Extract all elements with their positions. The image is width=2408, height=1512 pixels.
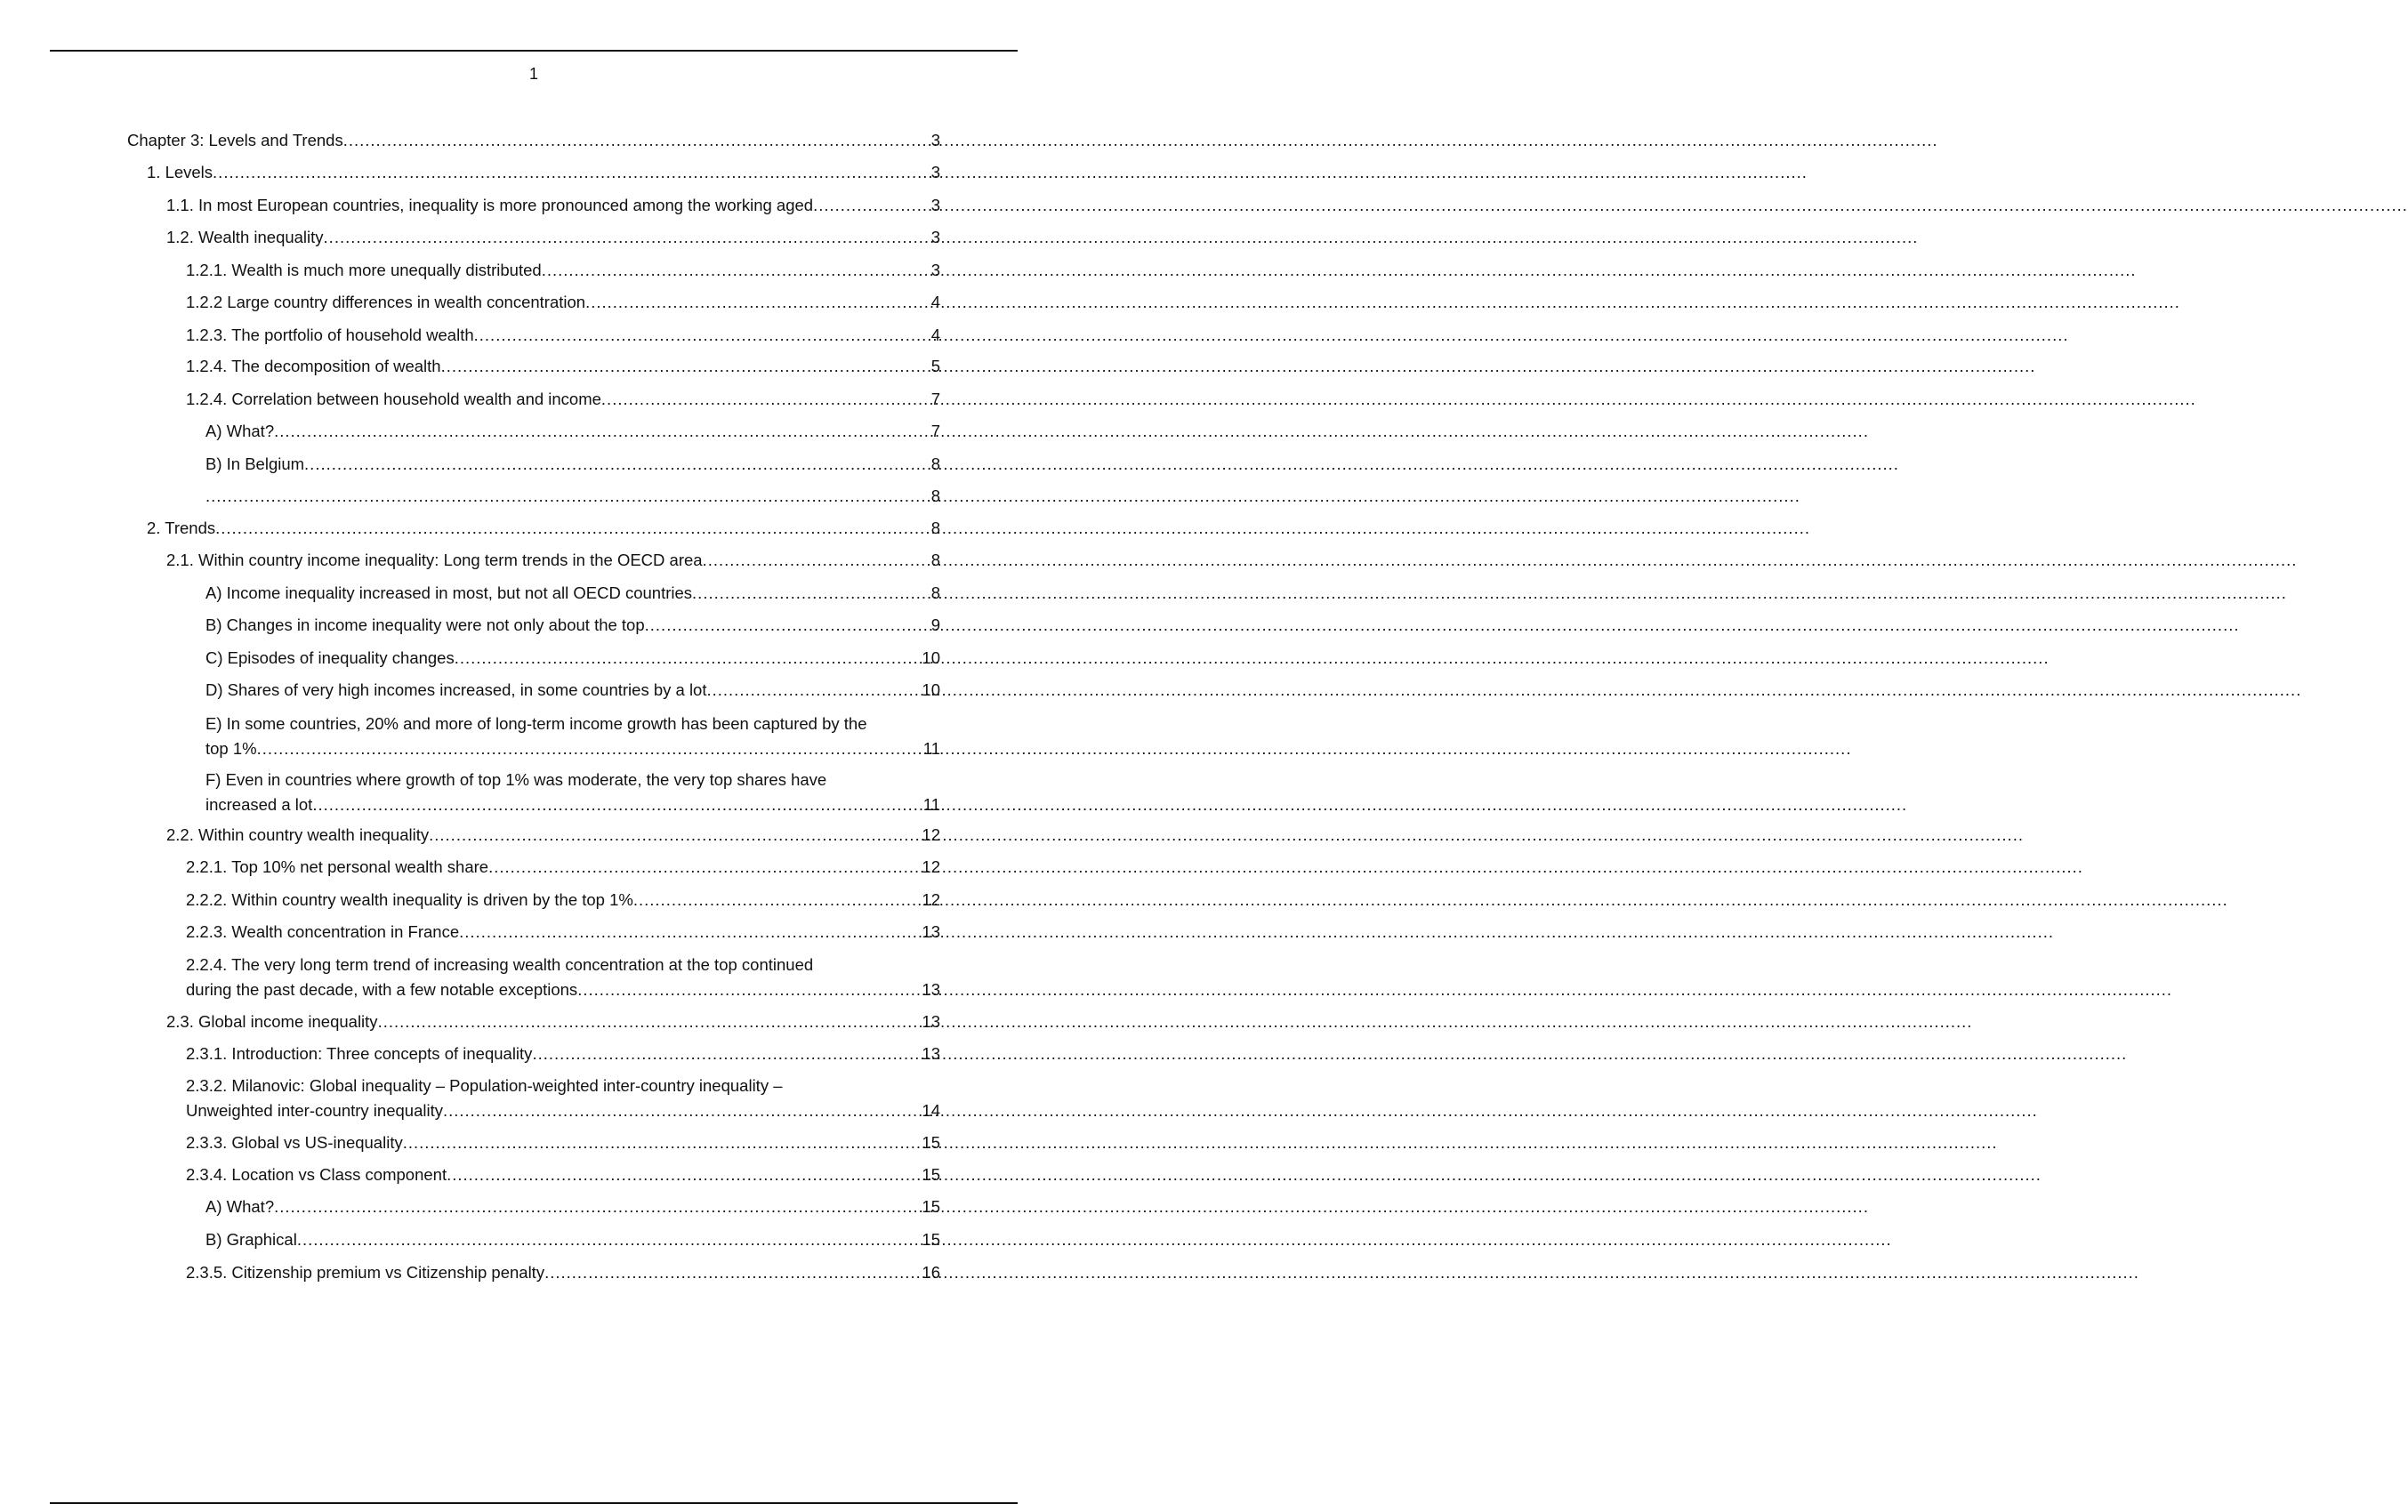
- dot-leader: [324, 225, 931, 250]
- toc-entry[interactable]: [205, 678, 940, 703]
- dot-leader: [205, 484, 931, 509]
- toc-entry-label: 1.2.1. Wealth is much more unequally distributed: [186, 261, 542, 279]
- dot-leader: [544, 1260, 922, 1285]
- toc-entry[interactable]: [147, 516, 940, 541]
- dot-leader: [706, 678, 922, 703]
- toc-entry[interactable]: [186, 258, 940, 283]
- toc-entry-label: 2.3. Global income inequality: [166, 1012, 378, 1031]
- toc-entry[interactable]: [205, 484, 940, 509]
- toc-entry[interactable]: [205, 646, 940, 671]
- toc-entry-label: 1.2.4. The decomposition of wealth: [186, 357, 441, 375]
- toc-entry-label: top 1%: [205, 739, 257, 758]
- toc-entry[interactable]: [127, 128, 940, 153]
- toc-entry-page: 3: [930, 228, 940, 246]
- toc-entry-page: 3: [930, 131, 940, 149]
- dot-leader: [312, 792, 922, 817]
- toc-entry-label: 1.2. Wealth inequality: [166, 228, 324, 246]
- dot-leader: [532, 1042, 922, 1066]
- dot-leader: [813, 193, 931, 218]
- toc-entry-label: B) In Belgium: [205, 454, 305, 473]
- toc-entry-label: 1.2.4. Correlation between household wealth and income: [186, 390, 601, 408]
- toc-entry[interactable]: [205, 452, 940, 477]
- toc-entry[interactable]: [205, 1194, 940, 1219]
- toc-entry-page: 15: [922, 1197, 940, 1216]
- toc-entry-label-line-1: 2.2.4. The very long term trend of increasing wealth concentration at the top continued: [186, 955, 814, 974]
- toc-entry-label: A) What?: [205, 1197, 275, 1216]
- toc-entry-page: 7: [930, 422, 940, 440]
- toc-entry-page: 9: [930, 615, 940, 634]
- dot-leader: [703, 548, 931, 573]
- toc-entry-label: 2.3.5. Citizenship premium vs Citizenship penalty: [186, 1263, 545, 1282]
- toc-entry[interactable]: [166, 193, 940, 218]
- toc-entry-label: 1.2.3. The portfolio of household wealth: [186, 326, 474, 344]
- toc-entry[interactable]: [186, 1260, 940, 1285]
- toc-entry[interactable]: [186, 290, 940, 315]
- dot-leader: [257, 736, 923, 761]
- toc-entry[interactable]: [147, 160, 940, 185]
- toc-entry-label: 2.3.4. Location vs Class component: [186, 1165, 447, 1184]
- toc-entry-label: 2.2.2. Within country wealth inequality is driven by the top 1%: [186, 890, 633, 909]
- toc-entry[interactable]: [186, 1162, 940, 1187]
- toc-entry-page: 15: [922, 1230, 940, 1249]
- toc-entry[interactable]: [186, 323, 940, 348]
- toc-entry-page: 3: [930, 196, 940, 214]
- dot-leader: [213, 160, 931, 185]
- toc-entry[interactable]: [166, 823, 940, 848]
- toc-entry-label-line-1: 2.3.2. Milanovic: Global inequality – Population-weighted inter-country inequality –: [186, 1076, 783, 1095]
- toc-entry-label: 2. Trends: [147, 519, 216, 537]
- toc-entry-label: C) Episodes of inequality changes: [205, 648, 455, 667]
- header-rule: [50, 50, 1018, 52]
- toc-entry[interactable]: [186, 1074, 940, 1123]
- toc-entry[interactable]: [205, 1227, 940, 1252]
- toc-entry-page: 11: [922, 795, 940, 814]
- dot-leader: [343, 128, 931, 153]
- toc-entry-page: 4: [930, 326, 940, 344]
- toc-entry[interactable]: [186, 354, 940, 379]
- toc-entry-label: 2.2.3. Wealth concentration in France: [186, 922, 460, 941]
- toc-entry[interactable]: [186, 1042, 940, 1066]
- toc-entry-page: 12: [922, 890, 940, 909]
- toc-entry-page: 10: [922, 648, 940, 667]
- toc-entry[interactable]: [205, 768, 940, 817]
- dot-leader: [403, 1130, 922, 1155]
- toc-entry-page: 8: [930, 454, 940, 473]
- toc-entry-page: 13: [922, 922, 940, 941]
- toc-entry-page: 11: [922, 739, 940, 758]
- toc-entry-page: 12: [922, 857, 940, 876]
- toc-entry-page: 13: [922, 1012, 940, 1031]
- toc-entry-label: A) Income inequality increased in most, but not all OECD countries: [205, 583, 693, 602]
- toc-entry-label: during the past decade, with a few notable exceptions: [186, 980, 578, 999]
- toc-entry-page: 5: [930, 357, 940, 375]
- toc-entry-page: 8: [930, 487, 940, 505]
- toc-entry-page: 7: [930, 390, 940, 408]
- toc-entry[interactable]: [186, 920, 940, 945]
- dot-leader: [633, 888, 922, 913]
- toc-entry[interactable]: [166, 548, 940, 573]
- toc-entry-label: Unweighted inter-country inequality: [186, 1101, 443, 1120]
- dot-leader: [274, 1194, 922, 1219]
- toc-entry[interactable]: [205, 419, 940, 444]
- dot-leader: [429, 823, 922, 848]
- toc-entry-label: 2.3.3. Global vs US-inequality: [186, 1133, 403, 1152]
- toc-entry-label: 1.1. In most European countries, inequality is more pronounced among the working aged: [166, 196, 814, 214]
- toc-entry-label: 1. Levels: [147, 163, 213, 181]
- toc-entry-page: 15: [922, 1133, 940, 1152]
- toc-entry-label-line-1: E) In some countries, 20% and more of long-term income growth has been captured by the: [205, 714, 867, 733]
- toc-entry[interactable]: [186, 855, 940, 880]
- dot-leader: [455, 646, 922, 671]
- dot-leader: [274, 419, 931, 444]
- toc-entry-page: 15: [922, 1165, 940, 1184]
- toc-entry-page: 10: [922, 680, 940, 699]
- dot-leader: [378, 1009, 922, 1034]
- toc-entry-page: 4: [930, 293, 940, 311]
- toc-entry[interactable]: [186, 1130, 940, 1155]
- dot-leader: [215, 516, 931, 541]
- toc-entry-label: 2.3.1. Introduction: Three concepts of inequality: [186, 1044, 533, 1063]
- toc-entry-page: 12: [922, 825, 940, 844]
- toc-entry-label: B) Changes in income inequality were not only about the top: [205, 615, 645, 634]
- dot-leader: [459, 920, 922, 945]
- toc-entry-page: 8: [930, 519, 940, 537]
- toc-entry[interactable]: [205, 581, 940, 606]
- toc-entry-label: 1.2.2 Large country differences in wealth concentration: [186, 293, 586, 311]
- dot-leader: [441, 354, 931, 379]
- dot-leader: [585, 290, 931, 315]
- toc-entry[interactable]: [166, 1009, 940, 1034]
- toc-entry-label: A) What?: [205, 422, 275, 440]
- toc-entry-page: 8: [930, 583, 940, 602]
- toc-entry-label: D) Shares of very high incomes increased, in some countries by a lot: [205, 680, 707, 699]
- toc-entry-label: B) Graphical: [205, 1230, 297, 1249]
- toc-entry[interactable]: [166, 225, 940, 250]
- toc-entry-page: 3: [930, 163, 940, 181]
- dot-leader: [692, 581, 931, 606]
- dot-leader: [645, 613, 931, 638]
- toc-entry[interactable]: [205, 712, 940, 761]
- toc-entry-label: Chapter 3: Levels and Trends: [127, 131, 343, 149]
- toc-entry[interactable]: [205, 613, 940, 638]
- toc-entry-page: 13: [922, 1044, 940, 1063]
- toc-entry-label: 2.2.1. Top 10% net personal wealth share: [186, 857, 489, 876]
- dot-leader: [443, 1098, 922, 1123]
- page-number: 1: [528, 65, 538, 83]
- toc-entry-label: increased a lot: [205, 795, 313, 814]
- toc-entry-page: 13: [922, 980, 940, 999]
- dot-leader: [447, 1162, 922, 1187]
- toc-entry-page: 3: [930, 261, 940, 279]
- toc-entry[interactable]: [186, 953, 940, 1002]
- dot-leader: [297, 1227, 922, 1252]
- toc-entry[interactable]: [186, 387, 940, 412]
- toc-entry-page: 14: [922, 1101, 940, 1120]
- toc-entry-label-line-1: F) Even in countries where growth of top 1% was moderate, the very top shares have: [205, 770, 827, 789]
- dot-leader: [474, 323, 931, 348]
- dot-leader: [577, 977, 922, 1002]
- toc-entry-page: 16: [922, 1263, 940, 1282]
- footer-rule: [50, 1502, 1018, 1504]
- dot-leader: [542, 258, 931, 283]
- dot-leader: [488, 855, 922, 880]
- toc-entry-page: 8: [930, 551, 940, 569]
- toc-entry[interactable]: [186, 888, 940, 913]
- toc-entry-label: 2.2. Within country wealth inequality: [166, 825, 430, 844]
- toc-entry-label: 2.1. Within country income inequality: Long term trends in the OECD area: [166, 551, 703, 569]
- dot-leader: [601, 387, 931, 412]
- dot-leader: [304, 452, 931, 477]
